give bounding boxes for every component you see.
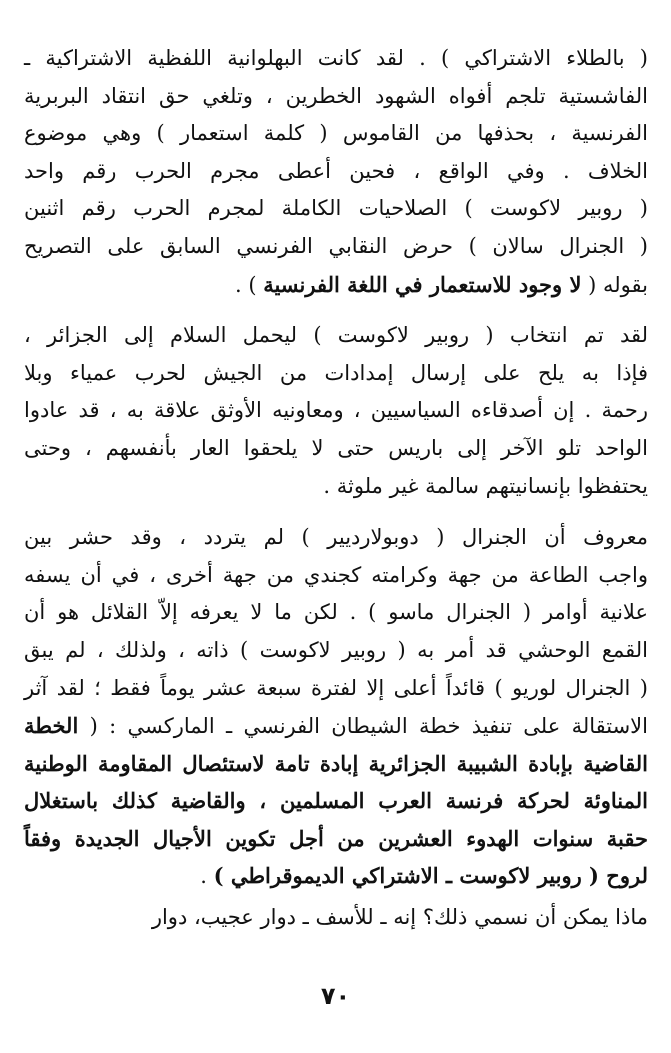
text-run: ( الجنرال سالان ) حرض النقابي الفرنسي السابق على التصريح [24, 233, 648, 258]
text-line [24, 190, 648, 228]
text-line [24, 519, 648, 557]
paragraph-spacer [24, 505, 648, 519]
bold-text-run: لا وجود للاستعمار في اللغة الفرنسية [263, 271, 582, 297]
text-line [24, 632, 648, 670]
text-line [24, 468, 648, 506]
paragraph [24, 40, 648, 303]
text-run: . [200, 864, 214, 889]
text-line [24, 745, 648, 783]
text-run: علانية أوامر ( الجنرال ماسو ) . لكن ما لا يعرفه إلاّ القلائل هو أن [24, 600, 648, 625]
text-run: يحتفظوا بإنسانيتهم سالمة غير ملوثة . [323, 473, 648, 498]
text-line [24, 820, 648, 858]
text-run: ( بالطلاء الاشتراكي ) . لقد كانت البهلوانية اللفظية الاشتراكية ـ [24, 46, 648, 70]
text-line [24, 355, 648, 393]
text-line [24, 266, 648, 304]
text-line [24, 707, 648, 745]
text-line [24, 392, 648, 430]
text-line [24, 899, 648, 937]
text-line [24, 40, 648, 78]
text-run: الفاشستية تلجم أفواه الشهود الخطرين ، وتلغي حق انتقاد البربرية [24, 83, 648, 108]
text-line [24, 857, 648, 895]
text-run: الخلاف . وفي الواقع ، فحين أعطى مجرم الحرب رقم واحد [24, 158, 648, 183]
text-run: ( الجنرال لوريو ) قائداً أعلى إلا لفترة سبعة عشر يوماً فقط ؛ لقد آثر [24, 675, 648, 700]
page-body [24, 40, 648, 1040]
text-run: لقد تم انتخاب ( روبير لاكوست ) ليحمل السلام إلى الجزائر ، [24, 323, 648, 348]
text-line [24, 782, 648, 820]
text-run: فإذا به يلح على إرسال إمدادات من الجيش لحرب عمياء وبلا [24, 360, 648, 385]
paragraph [24, 519, 648, 895]
bold-text-run: لروح ( روبير لاكوست ـ الاشتراكي الديموقراطي ) [213, 863, 648, 889]
text-run: ماذا يمكن أن نسمي ذلك؟ إنه ـ للأسف ـ دوار عجيب، دوار [151, 905, 648, 930]
text-run: القمع الوحشي قد أمر به ( روبير لاكوست ) ذاته ، ولذلك ، لم يبق [24, 637, 648, 662]
text-line [24, 557, 648, 595]
text-line [24, 594, 648, 632]
bold-text-run: القاضية بإبادة الشبيبة الجزائرية إبادة تامة لاستئصال المقاومة الوطنية [24, 750, 648, 776]
text-line [24, 228, 648, 266]
text-run: ( روبير لاكوست ) الصلاحيات الكاملة لمجرم الحرب رقم اثنين [24, 196, 648, 221]
text-line [24, 115, 648, 153]
text-run: واجب الطاعة من جهة وكرامته كجندي من جهة أخرى ، في أن يسفه [24, 562, 648, 587]
bold-text-run: الخطة [24, 713, 79, 739]
text-line [24, 153, 648, 191]
text-line [24, 78, 648, 116]
text-line [24, 670, 648, 708]
paragraph [24, 899, 648, 937]
text-line [24, 317, 648, 355]
text-line [24, 430, 648, 468]
text-run: الفرنسية ، بحذفها من القاموس ( كلمة استعمار ) وهي موضوع [24, 121, 648, 146]
bold-text-run: حقبة سنوات الهدوء العشرين من أجل تكوين الأجيال الجديدة وفقاً [24, 825, 648, 851]
bold-text-run: المناوئة لحركة فرنسة العرب المسلمين ، والقاضية كذلك باستغلال [24, 788, 648, 814]
text-run: معروف أن الجنرال ( دوبولارديير ) لم يتردد ، وقد حشر بين [24, 525, 648, 550]
paragraph-spacer [24, 303, 648, 317]
text-run: رحمة . إن أصدقاءه السياسيين ، ومعاونيه الأوثق علاقة به ، قد عادوا [24, 398, 648, 423]
text-run: الواحد تلو الآخر إلى باريس حتى لا يلحقوا العار بأنفسهم ، وحتى [24, 435, 648, 460]
paragraph [24, 317, 648, 505]
text-run: الاستقالة على تنفيذ خطة الشيطان الفرنسي ـ الماركسي : ( [78, 714, 648, 739]
page-number: ٧٠ [320, 982, 351, 1010]
text-run: بقوله ( [581, 272, 648, 297]
text-run: ) . [234, 272, 264, 297]
